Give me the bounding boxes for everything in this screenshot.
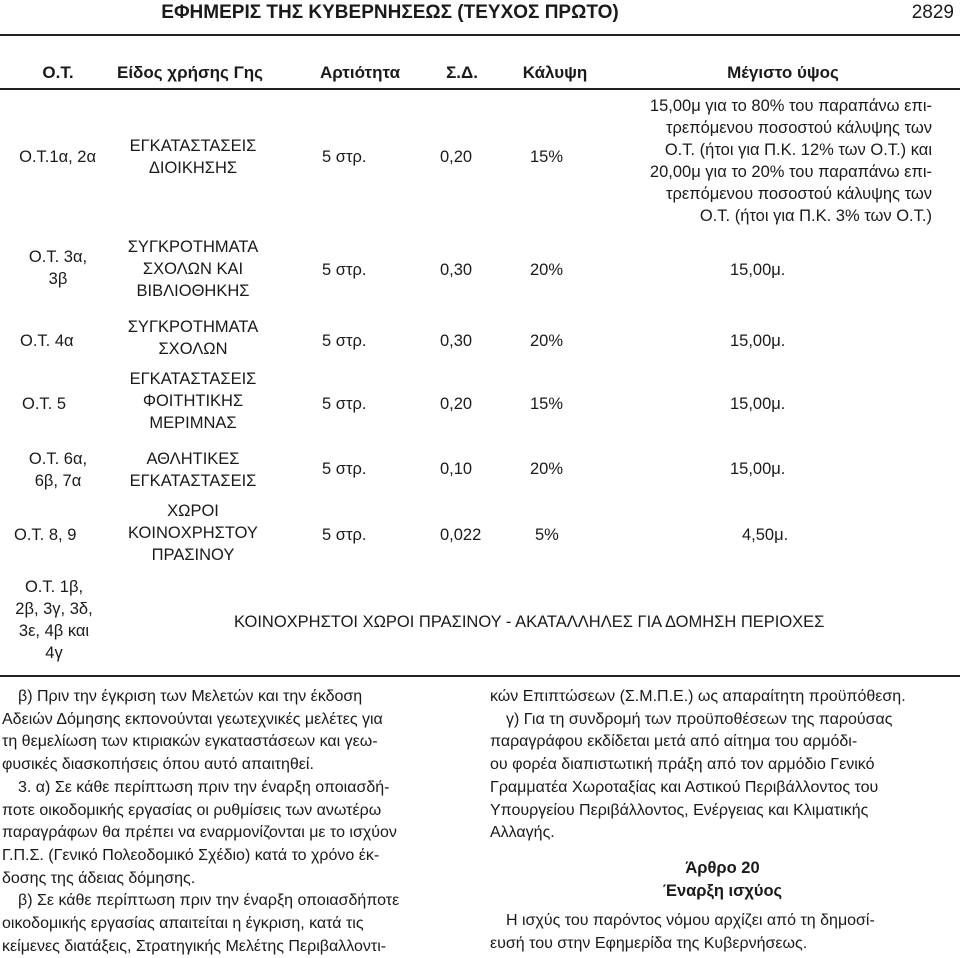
gazette-title: ΕΦΗΜΕΡΙΣ ΤΗΣ ΚΥΒΕΡΝΗΣΕΩΣ (ΤΕΥΧΟΣ ΠΡΩΤΟ) (161, 2, 619, 23)
table-row-cov: 15% (530, 148, 564, 166)
table-bottom-rule (0, 675, 960, 677)
table-row-height: 15,00μ. (730, 332, 786, 350)
table-row-use: ΕΓΚΑΤΑΣΤΑΣΕΙΣ ΔΙΟΙΚΗΣΗΣ (129, 137, 257, 177)
table-row-ot: Ο.Τ.1α, 2α (19, 148, 96, 166)
col-header-cov: Κάλυψη (522, 63, 588, 82)
table-row-art: 5 στρ. (322, 148, 367, 166)
table-row-sd: 0,30 (440, 332, 473, 350)
table-row-cov: 20% (530, 261, 564, 279)
table-row-cov: 20% (530, 332, 564, 350)
table-row-height: 15,00μ. (730, 395, 786, 413)
table-row-sd: 0,30 (440, 261, 473, 279)
paragraph: γ) Για τη συνδρομή των προϋποθέσεων της παρούσας παραγράφου εκδίδεται μετά από αίτημα του αρμόδι- ου φορέα διαπιστωτική πράξη από τον αρμόδιο Γενικό Γραμματέα Χωροταξίας και Αστικού Περιβάλλοντος του Υπουργείου Περιβάλλοντος, Ενέργειας και Κλιματικής Αλλαγής. (490, 710, 893, 842)
table-row-art: 5 στρ. (322, 395, 367, 413)
col-header-sd: Σ.Δ. (446, 63, 478, 82)
article-subtitle: Έναρξη ισχύος (662, 882, 783, 900)
table-row-height: 15,00μ για το 80% του παραπάνω επι- τρεπόμενου ποσοστού κάλυψης των Ο.Τ. (ήτοι για Π.Κ. 12% των Ο.Τ.) και 20,00μ για το 20% του παραπάνω επι- τρεπόμενου ποσοστού κάλυψης των Ο.Τ. (ήτοι για Π.Κ. 3% των Ο.Τ.) (649, 97, 932, 225)
table-header-rule (0, 88, 960, 90)
table-row-height: 15,00μ. (730, 460, 786, 478)
table-row-use: ΧΩΡΟΙ ΚΟΙΝΟΧΡΗΣΤΟΥ ΠΡΑΣΙΝΟΥ (128, 502, 258, 564)
col-header-use: Είδος χρήσης Γης (116, 63, 264, 82)
table-row-ot: Ο.Τ. 6α, 6β, 7α (28, 450, 88, 490)
table-row-ot: Ο.Τ. 1β, 2β, 3γ, 3δ, 3ε, 4β και 4γ (15, 578, 93, 662)
col-header-ot: Ο.Τ. (42, 63, 74, 82)
table-row-use: ΑΘΛΗΤΙΚΕΣ ΕΓΚΑΤΑΣΤΑΣΕΙΣ (129, 450, 257, 490)
table-row-art: 5 στρ. (322, 526, 367, 544)
left-column (2, 686, 470, 958)
table-row-ot: Ο.Τ. 3α, 3β (28, 248, 88, 288)
table-row-art: 5 στρ. (322, 332, 367, 350)
table-row-height: 4,50μ. (742, 526, 789, 544)
table-row-use: ΕΓΚΑΤΑΣΤΑΣΕΙΣ ΦΟΙΤΗΤΙΚΗΣ ΜΕΡΙΜΝΑΣ (129, 370, 257, 432)
table-row-art: 5 στρ. (322, 460, 367, 478)
header-rule (0, 34, 960, 36)
col-header-height: Μέγιστο ύψος (727, 63, 839, 82)
paragraph: β) Σε κάθε περίπτωση πριν την έναρξη οποιασδήποτε οικοδομικής εργασίας απαιτείται η έγκριση, κατά τις κείμενες διατάξεις, Στρατηγικής Μελέτης Περιβαλλοντι- (2, 892, 400, 955)
table-row-ot: Ο.Τ. 4α (20, 332, 74, 350)
table-row-cov: 5% (535, 526, 559, 544)
article-title: Άρθρο 20 (685, 859, 760, 877)
table-row-sd: 0,10 (440, 460, 473, 478)
table-row-art: 5 στρ. (322, 261, 367, 279)
paragraph: Η ισχύς του παρόντος νόμου αρχίζει από τη δημοσί- ευσή του στην Εφημερίδα της Κυβερνήσεως. (490, 912, 875, 952)
paragraph: 3. α) Σε κάθε περίπτωση πριν την έναρξη οποιασδή- ποτε οικοδομικής εργασίας οι ρυθμίσεις των ανωτέρω παραγράφων θα πρέπει να εναρμονίζονται με το ισχύον Γ.Π.Σ. (Γενικό Πολεοδομικό Σχέδιο) κατά το χρόνο έκ- δοσης της άδειας δόμησης. (2, 778, 397, 887)
table-row-sd: 0,20 (440, 395, 473, 413)
table-row-cov: 15% (530, 395, 564, 413)
table-row-sd: 0,022 (440, 526, 482, 544)
table-row-ot: Ο.Τ. 8, 9 (14, 526, 77, 544)
table-row-sd: 0,20 (440, 148, 473, 166)
table-row-use: ΣΥΓΚΡΟΤΗΜΑΤΑ ΣΧΟΛΩΝ (127, 318, 259, 358)
green-space-note: ΚΟΙΝΟΧΡΗΣΤΟΙ ΧΩΡΟΙ ΠΡΑΣΙΝΟΥ - ΑΚΑΤΑΛΛΗΛΕΣ ΓΙΑ ΔΟΜΗΣΗ ΠΕΡΙΟΧΕΣ (234, 613, 825, 631)
table-row-cov: 20% (530, 460, 564, 478)
right-column (490, 686, 955, 845)
table-row-height: 15,00μ. (730, 261, 786, 279)
page-number: 2829 (911, 2, 954, 23)
paragraph: β) Πριν την έγκριση των Μελετών και την έκδοση Αδειών Δόμησης εκπονούνται γεωτεχνικές μελέτες για τη θεμελίωση των κτιριακών εγκαταστάσεων και γεω- φυσικές διασκοπήσεις όπου αυτό απαιτηθεί. (2, 688, 383, 774)
right-column-end (490, 910, 955, 955)
col-header-art: Αρτιότητα (319, 63, 401, 82)
paragraph: κών Επιπτώσεων (Σ.Μ.Π.Ε.) ως απαραίτητη προϋπόθεση. (490, 688, 906, 705)
table-row-use: ΣΥΓΚΡΟΤΗΜΑΤΑ ΣΧΟΛΩΝ ΚΑΙ ΒΙΒΛΙΟΘΗΚΗΣ (127, 238, 259, 300)
table-row-ot: Ο.Τ. 5 (22, 395, 67, 413)
